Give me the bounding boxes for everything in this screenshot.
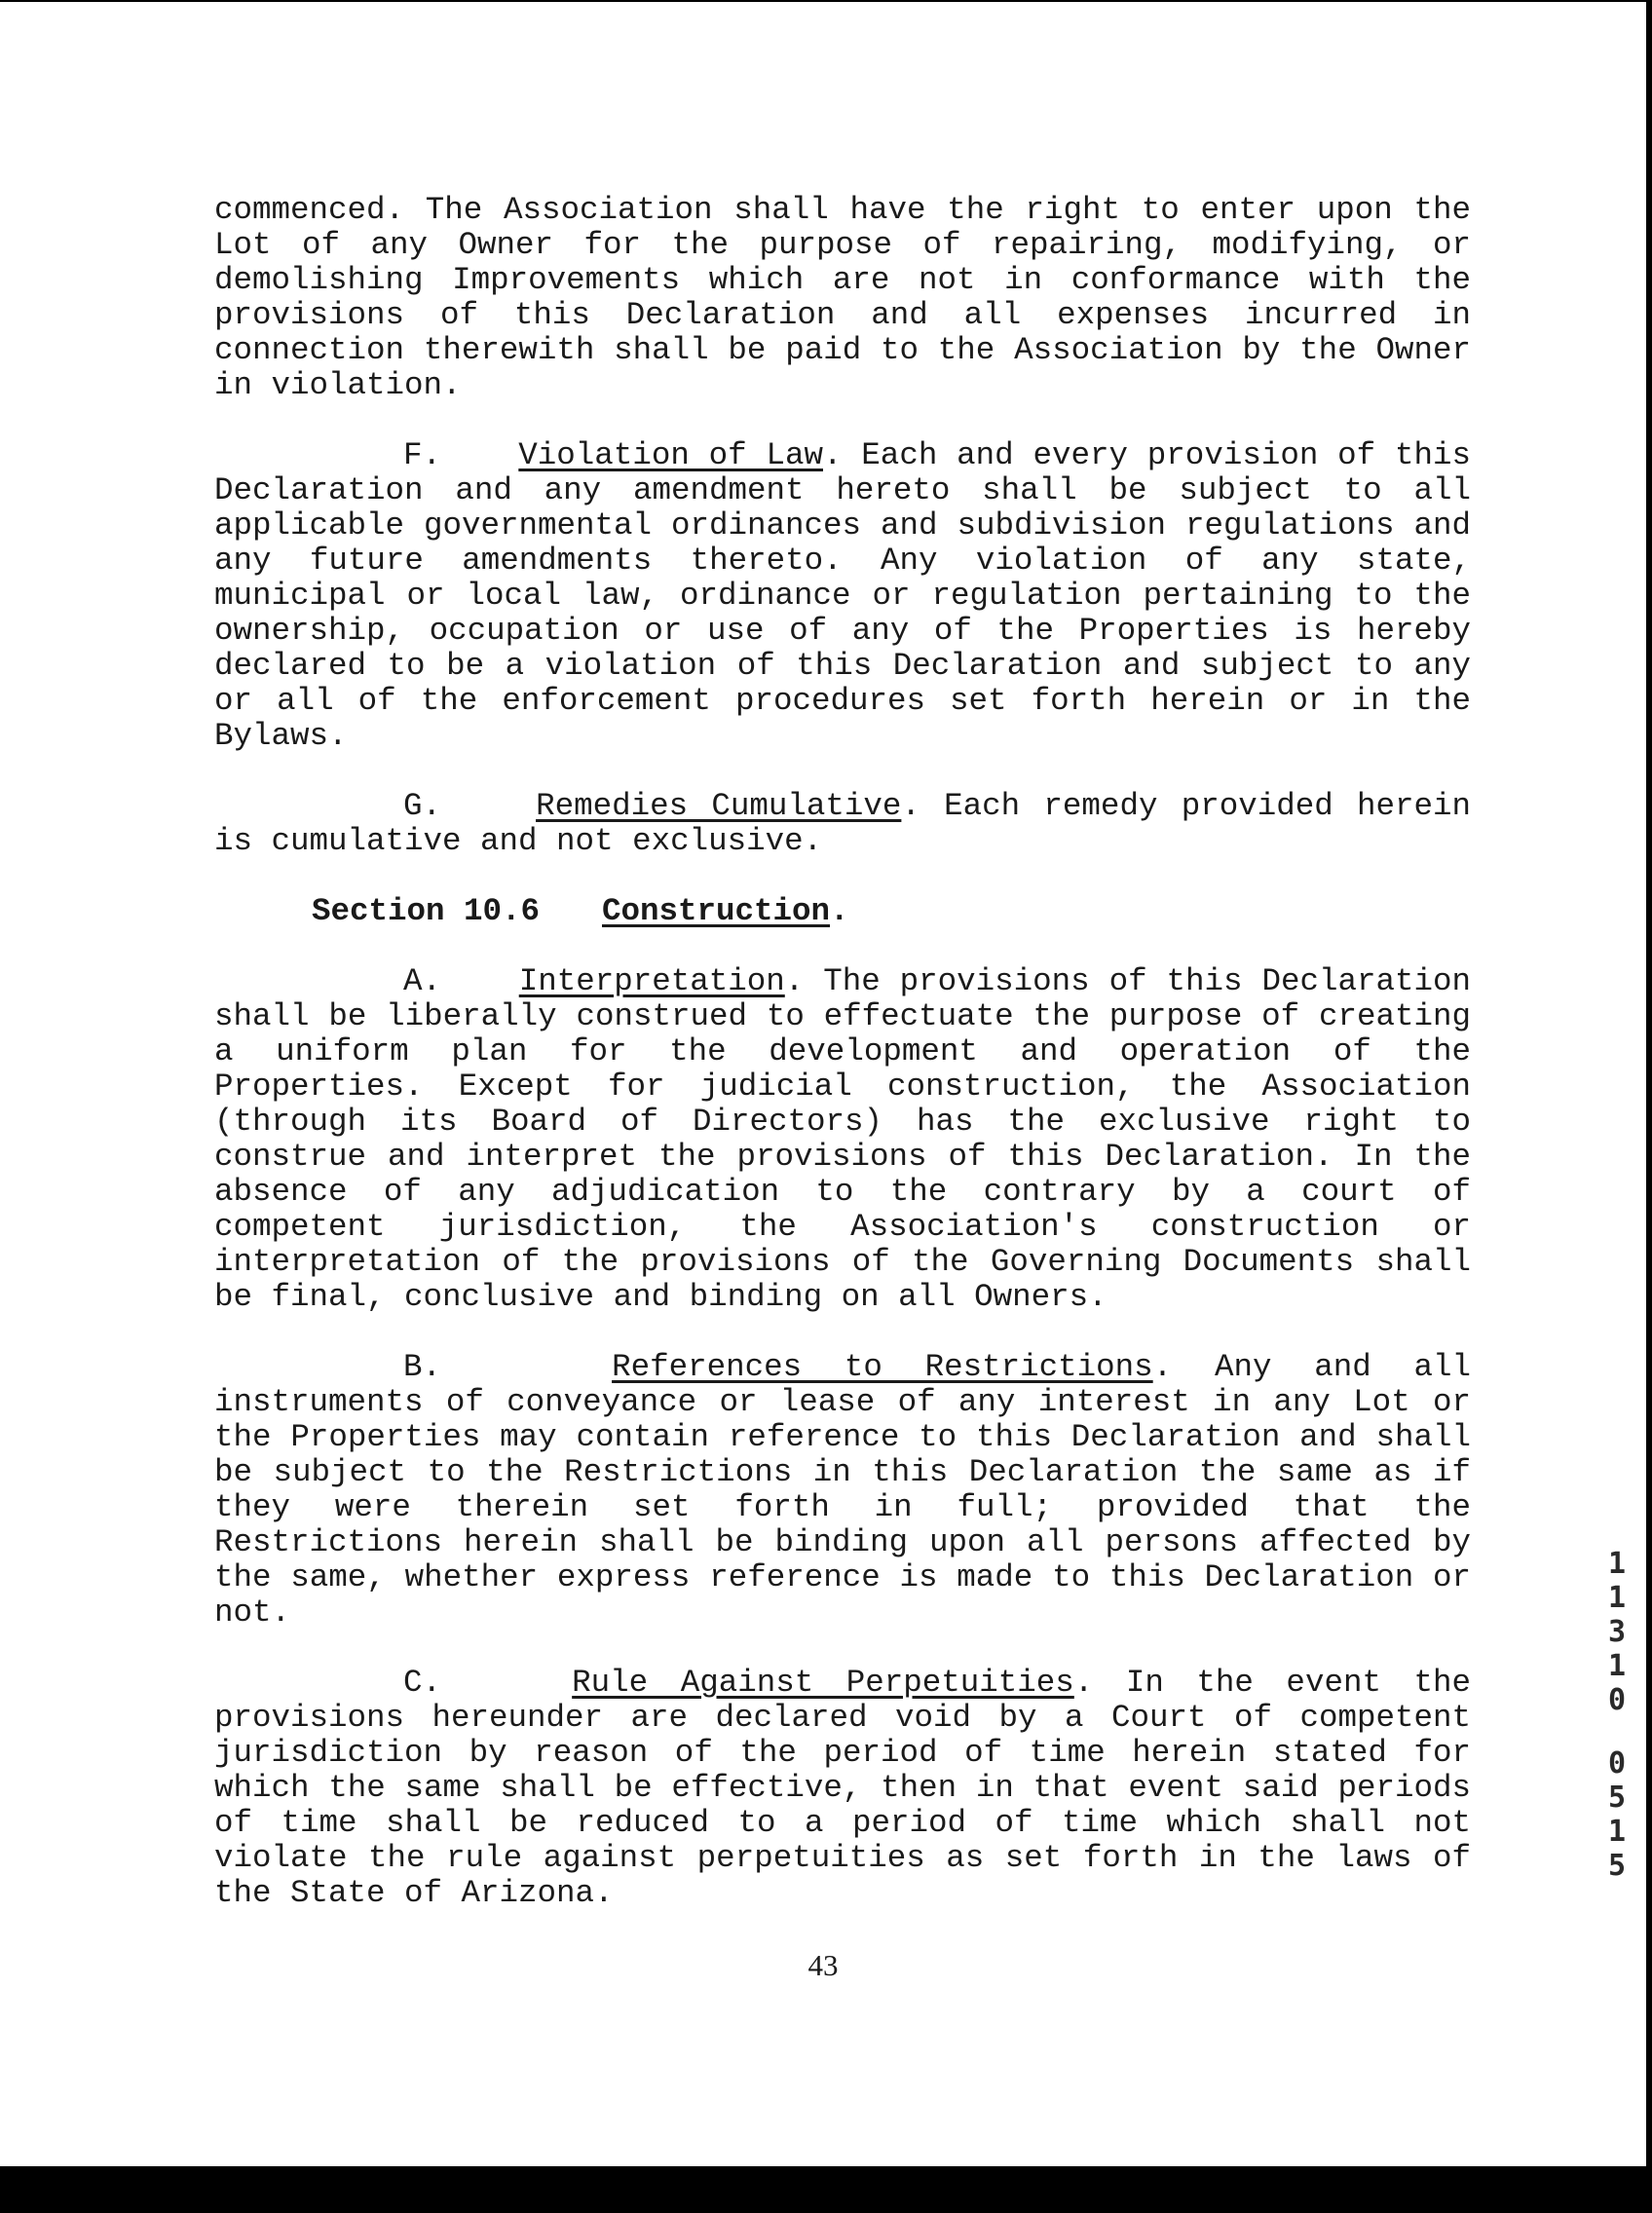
stamp-digit: 0: [1607, 1683, 1627, 1717]
paragraph-text: . Each and every provision of this Declaration and any amendment hereto shall be subject to all applicable governmental ordinances and subdivision regulations and any future amendments thereto. Any violation of any state, municipal or local law, ordinance or regulation pertaining to the ownership, occupation or use of any of the Properties is hereby declared to be a violation of this Declaration and subject to any or all of the enforcement procedures set forth herein or in the Bylaws.: [214, 437, 1471, 754]
stamp-digit: 1: [1607, 1547, 1627, 1581]
document-body: [214, 193, 1471, 1946]
paragraph-label: C.: [403, 1665, 442, 1701]
paragraph-text: commenced. The Association shall have the right to enter upon the Lot of any Owner for the purpose of repairing, modifying, or demolishing Improvements which are not in conformance with the provisions of this Declaration and all expenses incurred in connection therewith shall be paid to the Association by the Owner in violation.: [214, 192, 1471, 403]
section-title-suffix: .: [830, 893, 849, 929]
paragraph-label: A.: [403, 963, 442, 999]
paragraph-label: B.: [403, 1349, 442, 1385]
document-page: [0, 2, 1646, 2166]
paragraph-text: . In the event the provisions hereunder are declared void by a Court of competent jurisdiction by reason of the period of time herein stated for which the same shall be effective, then in that event said periods of time shall be reduced to a period of time which shall not violate the rule against perpetuities as set forth in the laws of the State of Arizona.: [214, 1665, 1471, 1911]
paragraph-title: Remedies Cumulative: [536, 788, 902, 824]
paragraph-text: . Each remedy provided herein is cumulative and not exclusive.: [214, 788, 1472, 859]
paragraph-text: . The provisions of this Declaration shall be liberally construed to effectuate the purpose of creating a uniform plan for the development and operation of the Properties. Except for judicial construction, the Association (through its Board of Directors) has the exclusive right to construe and interpret the provisions of this Declaration. In the absence of any adjudication to the contrary by a court of competent jurisdiction, the Association's construction or interpretation of the provisions of the Governing Documents shall be final, conclusive and binding on all Owners.: [214, 963, 1471, 1315]
paragraph-enforcement-continued: [214, 193, 1471, 403]
section-number: Section 10.6: [312, 893, 541, 929]
stamp-digit: 0: [1607, 1746, 1627, 1781]
paragraph-text: . Any and all instruments of conveyance or lease of any interest in any Lot or the Properties may contain reference to this Declaration and shall be subject to the Restrictions in this Declaration the same as if they were therein set forth in full; provided that the Restrictions herein shall be binding upon all persons affected by the same, whether express reference is made to this Declaration or not.: [214, 1349, 1472, 1631]
section-title: Construction: [602, 893, 831, 929]
paragraph-b-references-to-restrictions: [214, 1350, 1471, 1631]
stamp-digit: 5: [1607, 1781, 1627, 1815]
paragraph-title: Rule Against Perpetuities: [572, 1665, 1074, 1701]
paragraph-title: Violation of Law: [518, 437, 823, 473]
stamp-digit: 3: [1607, 1615, 1627, 1649]
section-heading: [312, 894, 1471, 929]
paragraph-label: F.: [403, 437, 442, 473]
paragraph-title: Interpretation: [518, 963, 785, 999]
paragraph-g-remedies-cumulative: [214, 789, 1471, 859]
paragraph-a-interpretation: [214, 964, 1471, 1315]
stamp-digit: 1: [1607, 1581, 1627, 1615]
paragraph-c-rule-against-perpetuities: [214, 1666, 1471, 1911]
paragraph-f-violation-of-law: [214, 438, 1471, 754]
paragraph-title: References to Restrictions: [612, 1349, 1153, 1385]
recording-stamp: [1603, 1547, 1631, 1883]
stamp-digit: 5: [1607, 1849, 1627, 1883]
stamp-digit: 1: [1607, 1649, 1627, 1683]
page-number: 43: [807, 1948, 839, 1982]
paragraph-label: G.: [403, 788, 442, 824]
stamp-digit: 1: [1607, 1815, 1627, 1849]
